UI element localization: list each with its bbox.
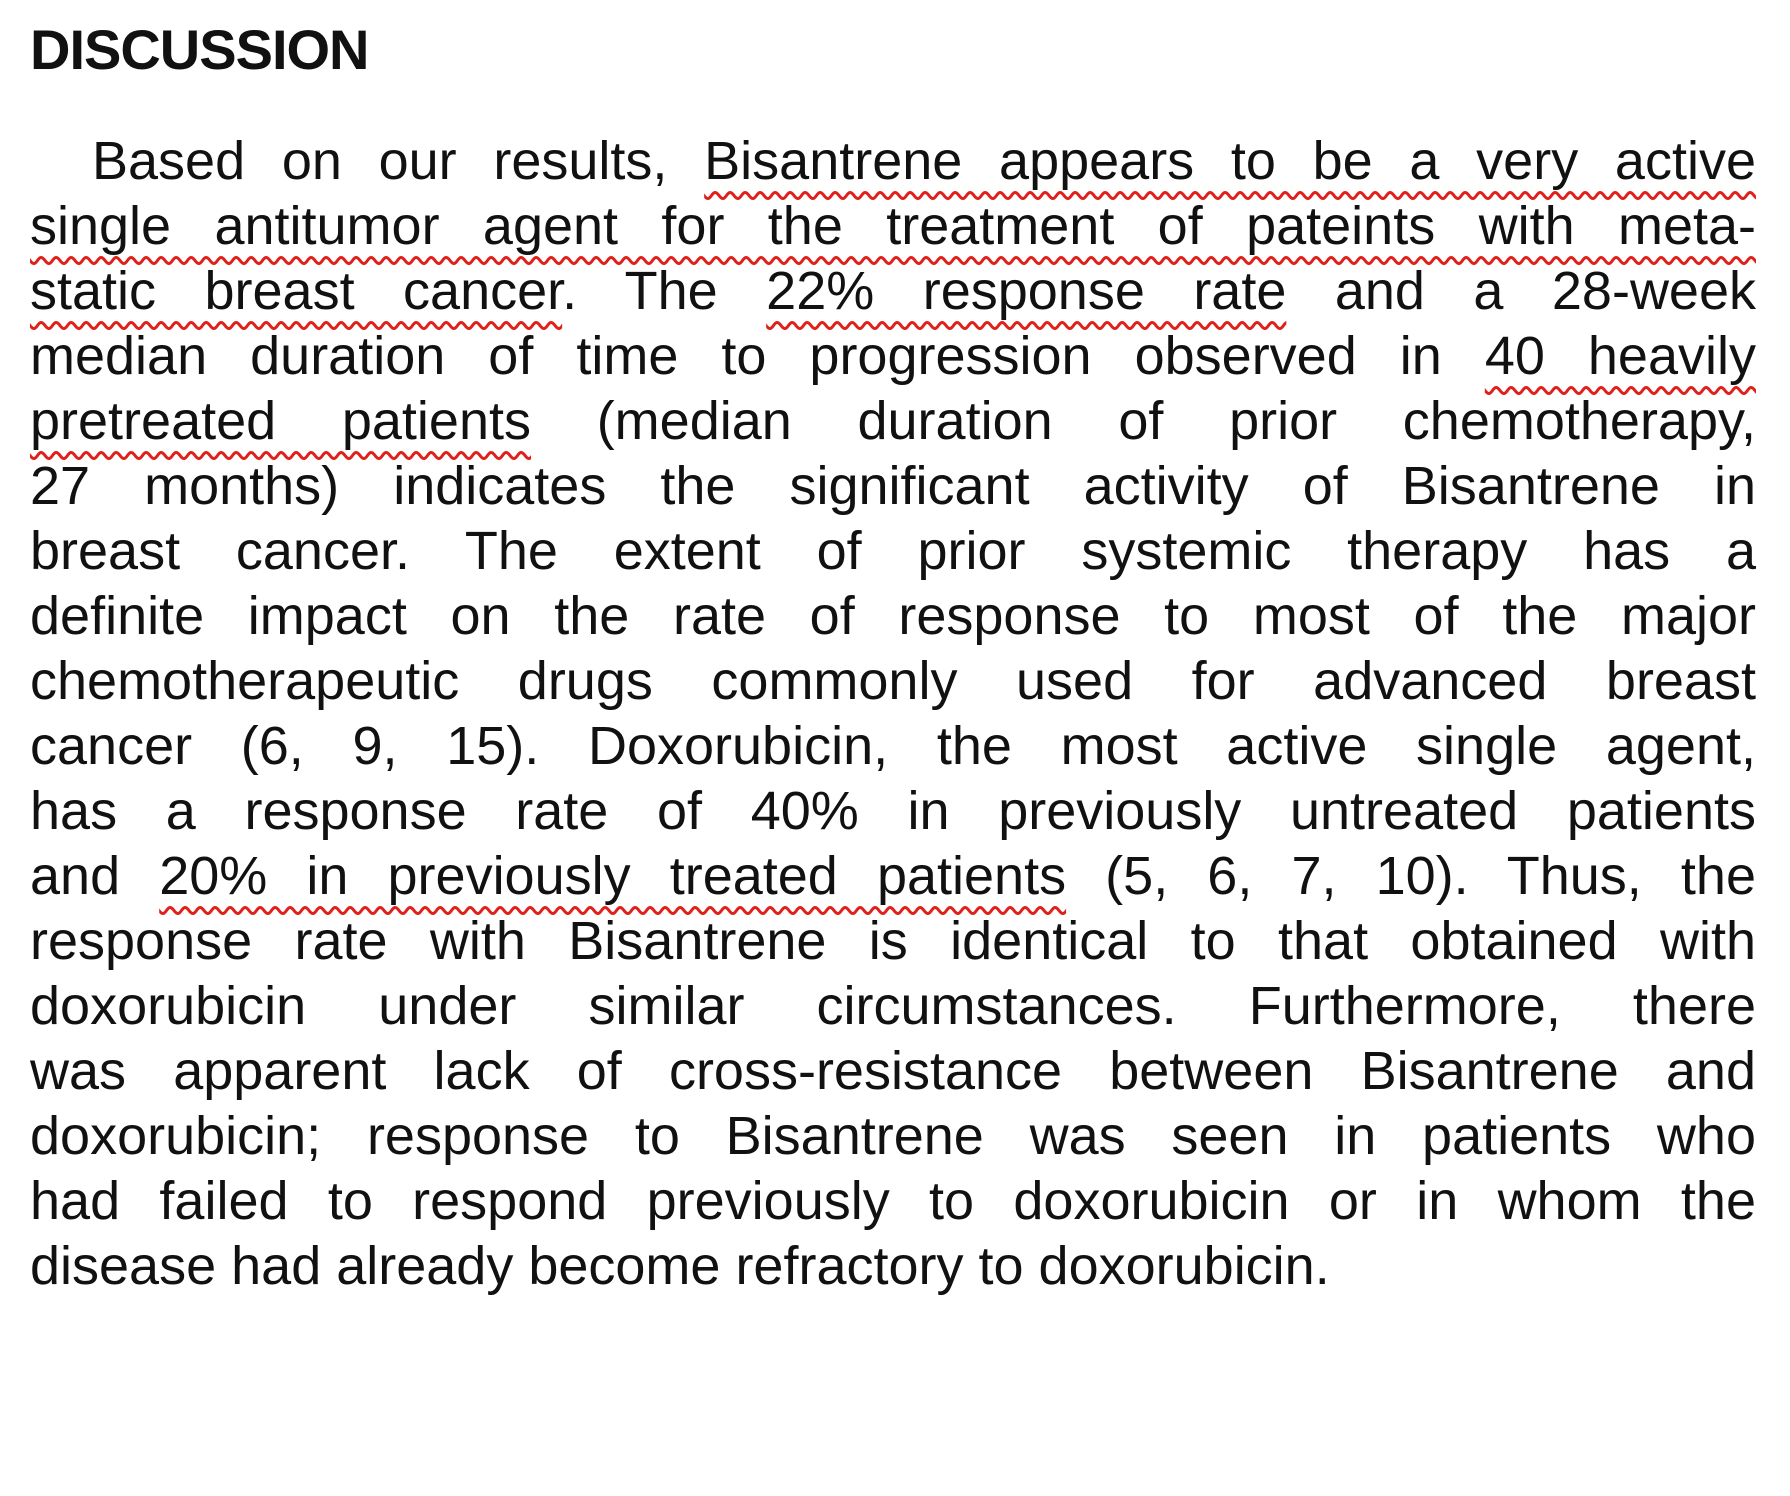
paragraph-line-18 <box>30 1229 1756 1304</box>
paragraph-line-1 <box>30 124 1756 199</box>
line-text: median duration of time to progression observed in <box>30 326 1485 386</box>
line-text: had failed to respond previously to doxorubicin or in whom the <box>30 1171 1756 1231</box>
line-text: (5, 6, 7, 10). Thus, the <box>1066 846 1756 906</box>
paragraph-line-11 <box>30 774 1756 849</box>
highlighted-text: 22% response rate <box>766 261 1287 321</box>
highlighted-text: 40 heavily <box>1484 326 1756 386</box>
section-heading: DISCUSSION <box>30 18 369 81</box>
paragraph-line-16 <box>30 1099 1756 1174</box>
line-text: doxorubicin; response to Bisantrene was seen in patients who <box>30 1106 1756 1166</box>
line-text: cancer (6, 9, 15). Doxorubicin, the most active single agent, <box>30 716 1756 776</box>
line-text: 27 months) indicates the significant activity of Bisantrene in <box>30 456 1756 516</box>
line-text: was apparent lack of cross-resistance between Bisantrene and <box>30 1041 1756 1101</box>
paragraph-line-5 <box>30 384 1756 459</box>
paragraph-line-2 <box>30 189 1756 264</box>
paragraph-line-8 <box>30 579 1756 654</box>
line-text: Based on our results, <box>92 131 705 191</box>
line-text: . The <box>562 261 767 321</box>
highlighted-text: 20% in previously treated patients <box>159 846 1067 906</box>
line-text: and a 28-week <box>1286 261 1757 321</box>
line-text: doxorubicin under similar circumstances. Furthermore, there <box>30 976 1756 1036</box>
line-text: response rate with Bisantrene is identical to that obtained with <box>30 911 1756 971</box>
paragraph-line-13 <box>30 904 1756 979</box>
paragraph-line-12 <box>30 839 1756 914</box>
paragraph-line-7 <box>30 514 1756 589</box>
line-text: disease had already become refractory to doxorubicin. <box>30 1236 1330 1296</box>
paragraph-line-15 <box>30 1034 1756 1109</box>
line-text: definite impact on the rate of response to most of the major <box>30 586 1756 646</box>
line-text: has a response rate of 40% in previously untreated patients <box>30 781 1756 841</box>
highlighted-text: Bisantrene appears to be a very active <box>704 131 1756 191</box>
highlighted-text: static breast cancer <box>30 261 563 321</box>
line-text: chemotherapeutic drugs commonly used for advanced breast <box>30 651 1756 711</box>
highlighted-text: pretreated patients <box>30 391 531 451</box>
paragraph-line-6 <box>30 449 1756 524</box>
paragraph-line-17 <box>30 1164 1756 1239</box>
paragraph-line-14 <box>30 969 1756 1044</box>
paragraph-line-10 <box>30 709 1756 784</box>
paragraph-line-4 <box>30 319 1756 394</box>
highlighted-text: single antitumor agent for the treatment of pateints with meta- <box>30 196 1756 256</box>
line-text: and <box>30 846 160 906</box>
paragraph-line-3 <box>30 254 1756 329</box>
paragraph-line-9 <box>30 644 1756 719</box>
line-text: breast cancer. The extent of prior systemic therapy has a <box>30 521 1756 581</box>
line-text: (median duration of prior chemotherapy, <box>531 391 1756 451</box>
